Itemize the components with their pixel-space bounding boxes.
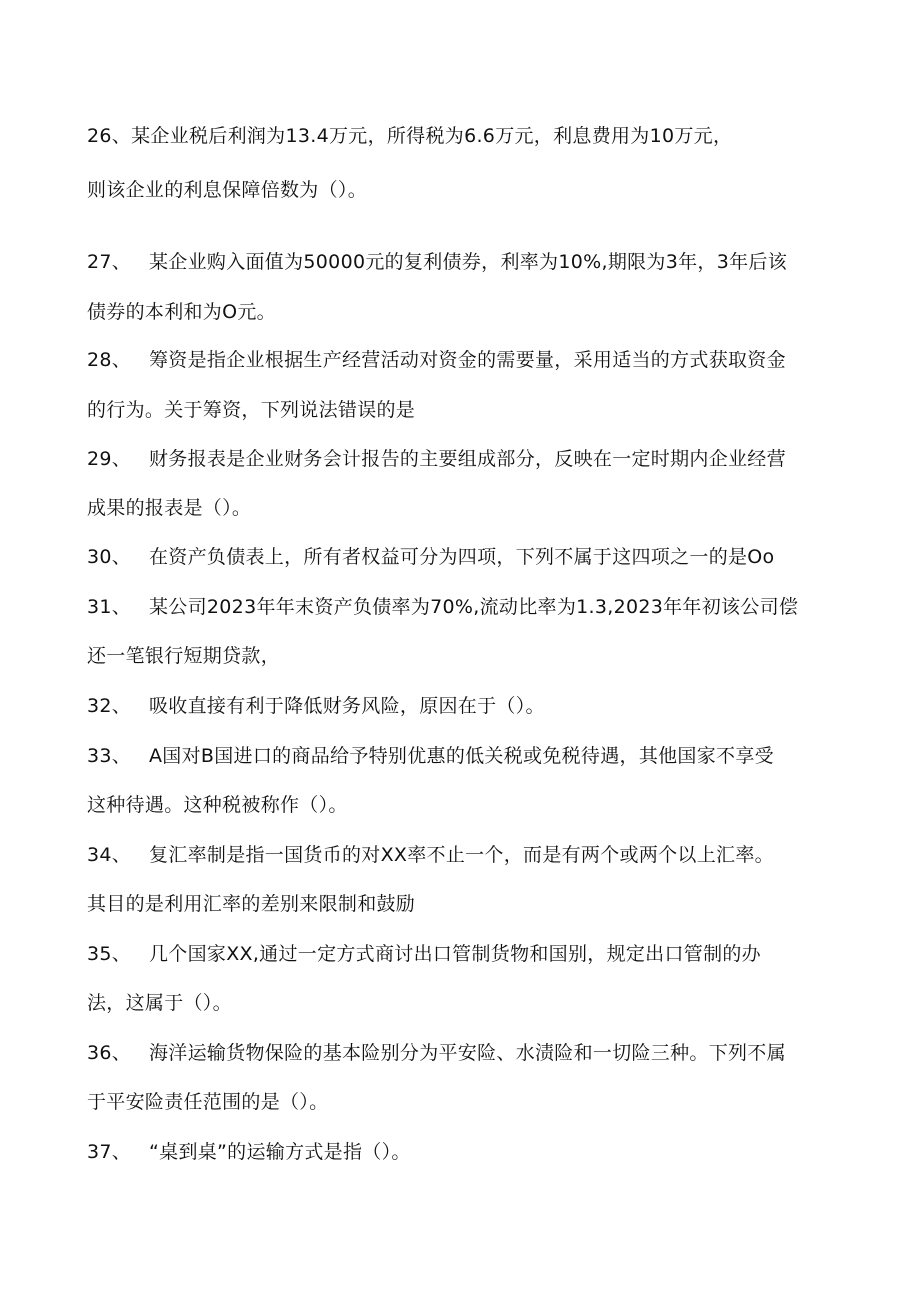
question-32-line-1	[87, 694, 545, 718]
question-32-number: 32、	[87, 695, 132, 717]
question-26-number: 26、	[87, 125, 132, 147]
question-31-text-2: 还一笔银行短期贷款，	[87, 645, 281, 667]
question-28-text-1: 筹资是指企业根据生产经营活动对资金的需要量，采用适当的方式获取资金	[149, 349, 786, 371]
question-33-text-2: 这种待遇。这种税被称作（）。	[87, 794, 348, 816]
question-35-number: 35、	[87, 943, 132, 965]
question-37-text-1: “桌到桌”的运输方式是指（）。	[149, 1141, 411, 1163]
question-35-text-1: 几个国家XX,通过一定方式商讨出口管制货物和国别，规定出口管制的办	[149, 943, 761, 965]
question-35-line-1	[87, 942, 761, 966]
question-31-line-1	[87, 595, 798, 619]
question-26-text-1: 某企业税后利润为13.4万元，所得税为6.6万元，利息费用为10万元，	[131, 125, 733, 147]
question-35-line-2	[87, 991, 232, 1015]
question-27-text-1: 某企业购入面值为50000元的复利债券，利率为10%,期限为3年，3年后该	[149, 251, 787, 273]
question-37-number: 37、	[87, 1141, 132, 1163]
question-27-text-2: 债券的本利和为O元。	[87, 301, 276, 323]
question-26-line-2	[87, 178, 367, 202]
question-30-text-1: 在资产负债表上，所有者权益可分为四项，下列不属于这四项之一的是Oo	[149, 546, 775, 568]
question-34-line-2	[87, 892, 415, 916]
question-30-number: 30、	[87, 546, 132, 568]
question-33-line-2	[87, 793, 348, 817]
question-31-line-2	[87, 644, 280, 668]
question-32-text-1: 吸收直接有利于降低财务风险，原因在于（）。	[149, 695, 545, 717]
question-26-text-2: 则该企业的利息保障倍数为（）。	[87, 179, 368, 201]
question-29-line-1	[87, 447, 786, 471]
question-28-number: 28、	[87, 349, 132, 371]
question-36-number: 36、	[87, 1042, 132, 1064]
question-28-line-2	[87, 398, 415, 422]
question-31-number: 31、	[87, 596, 132, 618]
question-31-text-1: 某公司2023年年末资产负债率为70%,流动比率为1.3,2023年年初该公司偿	[149, 596, 799, 618]
question-29-line-2	[87, 496, 251, 520]
question-33-text-1: A国对B国进口的商品给予特别优惠的低关税或免税待遇，其他国家不享受	[149, 745, 774, 767]
question-30-line-1	[87, 545, 774, 569]
question-26-line-1	[87, 124, 732, 148]
question-36-line-1	[87, 1041, 786, 1065]
question-29-text-1: 财务报表是企业财务会计报告的主要组成部分，反映在一定时期内企业经营	[149, 448, 786, 470]
question-27-line-1	[87, 250, 787, 274]
question-36-text-1: 海洋运输货物保险的基本险别分为平安险、水渍险和一切险三种。下列不属	[149, 1042, 786, 1064]
question-27-number: 27、	[87, 251, 132, 273]
question-29-number: 29、	[87, 448, 132, 470]
question-34-number: 34、	[87, 844, 132, 866]
question-33-number: 33、	[87, 745, 132, 767]
question-33-line-1	[87, 744, 774, 768]
question-29-text-2: 成果的报表是（）。	[87, 497, 252, 519]
question-28-line-1	[87, 348, 786, 372]
question-27-line-2	[87, 300, 276, 324]
question-36-text-2: 于平安险责任范围的是（）。	[87, 1091, 329, 1113]
question-35-text-2: 法，这属于（）。	[87, 992, 232, 1014]
question-37-line-1	[87, 1140, 411, 1164]
question-34-text-1: 复汇率制是指一国货币的对XX率不止一个，而是有两个或两个以上汇率。	[149, 844, 774, 866]
question-36-line-2	[87, 1090, 328, 1114]
question-34-line-1	[87, 843, 774, 867]
question-28-text-2: 的行为。关于筹资，下列说法错误的是	[87, 399, 416, 421]
question-34-text-2: 其目的是利用汇率的差别来限制和鼓励	[87, 893, 416, 915]
